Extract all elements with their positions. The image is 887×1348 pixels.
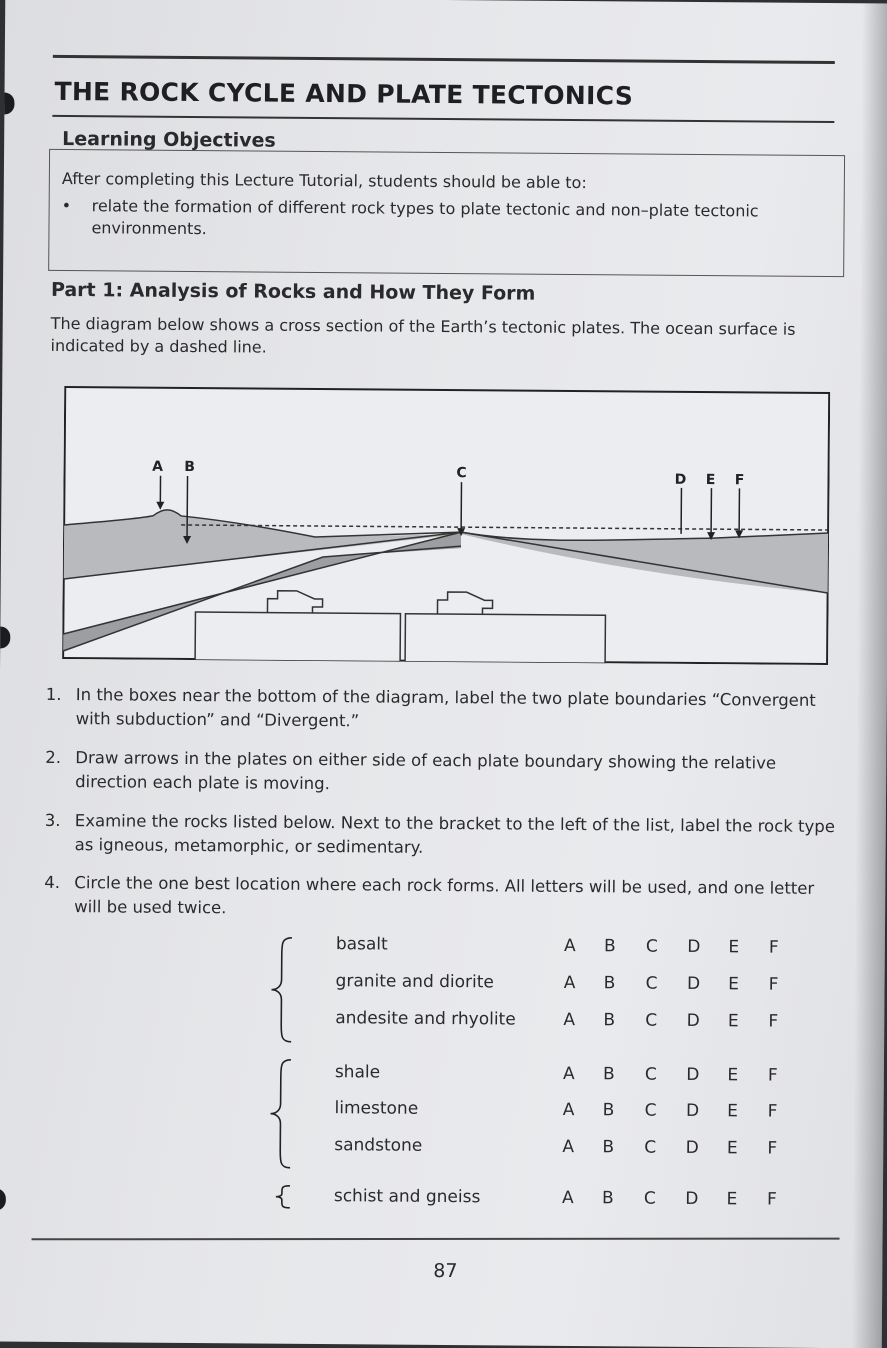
- binder-hole-mark: [0, 1189, 6, 1211]
- rock-location-list: [266, 924, 808, 1228]
- rock-name: limestone: [334, 1098, 418, 1119]
- option-a[interactable]: A: [558, 1100, 578, 1120]
- binder-hole-mark: [4, 93, 14, 115]
- page-number: 87: [433, 1260, 457, 1282]
- question-number: 2.: [45, 746, 61, 770]
- rock-name: granite and diorite: [335, 971, 494, 992]
- question-number: 3.: [45, 809, 61, 833]
- question-item: [46, 683, 846, 689]
- option-b[interactable]: B: [598, 1188, 618, 1208]
- question-list: [46, 683, 846, 689]
- option-e[interactable]: E: [723, 974, 743, 994]
- question-number: 4.: [44, 871, 60, 895]
- diagram-label-a: A: [152, 459, 163, 475]
- option-d[interactable]: D: [682, 1138, 702, 1158]
- rock-row: [267, 1062, 807, 1092]
- option-e[interactable]: E: [723, 1011, 743, 1031]
- location-options: [558, 1137, 778, 1139]
- boundary-label-box-left[interactable]: [195, 612, 400, 662]
- rock-row: [267, 1008, 807, 1038]
- option-c[interactable]: C: [641, 1065, 661, 1085]
- option-d[interactable]: D: [682, 1101, 702, 1121]
- rock-row: [267, 971, 807, 1001]
- rock-row: [266, 1186, 806, 1216]
- question-text: In the boxes near the bottom of the diagram, label the two plate boundaries “Convergent with subduction” and “Divergent.”: [76, 683, 846, 737]
- page-shadow: [852, 3, 887, 1348]
- option-c[interactable]: C: [641, 1011, 661, 1031]
- diagram-label-e: E: [706, 472, 716, 488]
- objective-text: relate the formation of different rock types to plate tectonic and non–plate tectonic environments.: [91, 195, 791, 244]
- title-bottom-rule: [52, 115, 834, 123]
- question-number: 1.: [46, 683, 62, 707]
- option-f[interactable]: F: [762, 1102, 782, 1122]
- option-e[interactable]: E: [722, 1138, 742, 1158]
- diagram-label-c: C: [456, 465, 466, 481]
- part1-heading: Part 1: Analysis of Rocks and How They Form: [51, 279, 536, 305]
- objectives-intro: After completing this Lecture Tutorial, students should be able to:: [62, 169, 587, 192]
- plate-cross-section-diagram: [62, 379, 830, 665]
- location-options: [559, 1064, 779, 1066]
- option-b[interactable]: B: [600, 936, 620, 956]
- question-text: Examine the rocks listed below. Next to the bracket to the left of the list, label the rock type as igneous, metamorphic, or sedimentary.: [75, 809, 845, 863]
- option-a[interactable]: A: [560, 936, 580, 956]
- option-e[interactable]: E: [722, 1101, 742, 1121]
- title-top-rule: [53, 55, 835, 64]
- option-f[interactable]: F: [763, 1066, 783, 1086]
- question-item: [45, 809, 845, 815]
- location-options: [559, 1100, 779, 1102]
- diagram-label-d: D: [675, 472, 687, 488]
- question-item: [44, 871, 844, 877]
- binder-hole-mark: [0, 627, 10, 649]
- rock-row: [266, 1135, 806, 1165]
- rock-name: shale: [335, 1062, 380, 1082]
- option-c[interactable]: C: [640, 1189, 660, 1209]
- option-b[interactable]: B: [599, 1010, 619, 1030]
- option-e[interactable]: E: [722, 1189, 742, 1209]
- location-options: [560, 936, 780, 938]
- option-d[interactable]: D: [684, 937, 704, 957]
- question-text: Circle the one best location where each rock forms. All letters will be used, and one letter will be used twice.: [74, 871, 844, 925]
- rock-name: schist and gneiss: [334, 1186, 481, 1207]
- option-e[interactable]: E: [723, 1065, 743, 1085]
- page-title: THE ROCK CYCLE AND PLATE TECTONICS: [54, 77, 633, 111]
- option-d[interactable]: D: [683, 1011, 703, 1031]
- location-options: [560, 973, 780, 975]
- option-a[interactable]: A: [559, 1010, 579, 1030]
- boundary-label-box-right[interactable]: [405, 614, 605, 664]
- option-c[interactable]: C: [641, 974, 661, 994]
- footer-rule: [32, 1238, 840, 1240]
- option-b[interactable]: B: [598, 1100, 618, 1120]
- question-item: [45, 746, 845, 752]
- objectives-heading: Learning Objectives: [62, 128, 276, 152]
- option-d[interactable]: D: [683, 974, 703, 994]
- rock-row: [266, 1098, 806, 1128]
- option-a[interactable]: A: [559, 973, 579, 993]
- part1-intro: The diagram below shows a cross section of the Earth’s tectonic plates. The ocean surface is indicated by a dashed line.: [50, 313, 830, 363]
- option-c[interactable]: C: [640, 1138, 660, 1158]
- option-b[interactable]: B: [599, 973, 619, 993]
- bullet-icon: •: [62, 195, 72, 217]
- rock-name: sandstone: [334, 1135, 422, 1156]
- diagram-label-b: B: [184, 459, 195, 475]
- diagram-label-f: F: [735, 472, 745, 488]
- option-b[interactable]: B: [598, 1137, 618, 1157]
- question-text: Draw arrows in the plates on either side of each plate boundary showing the relative direction each plate is moving.: [75, 746, 845, 800]
- option-a[interactable]: A: [558, 1188, 578, 1208]
- option-d[interactable]: D: [683, 1065, 703, 1085]
- option-e[interactable]: E: [724, 937, 744, 957]
- option-a[interactable]: A: [558, 1137, 578, 1157]
- option-c[interactable]: C: [642, 937, 662, 957]
- option-a[interactable]: A: [559, 1064, 579, 1084]
- option-f[interactable]: F: [764, 938, 784, 958]
- option-f[interactable]: F: [762, 1139, 782, 1159]
- rock-name: andesite and rhyolite: [335, 1008, 516, 1029]
- option-f[interactable]: F: [763, 975, 783, 995]
- option-f[interactable]: F: [763, 1012, 783, 1032]
- rock-name: basalt: [336, 934, 388, 954]
- location-options: [559, 1010, 779, 1012]
- location-options: [558, 1188, 778, 1190]
- option-d[interactable]: D: [682, 1189, 702, 1209]
- option-c[interactable]: C: [640, 1101, 660, 1121]
- option-b[interactable]: B: [599, 1064, 619, 1084]
- rock-row: [268, 934, 808, 964]
- option-f[interactable]: F: [762, 1190, 782, 1210]
